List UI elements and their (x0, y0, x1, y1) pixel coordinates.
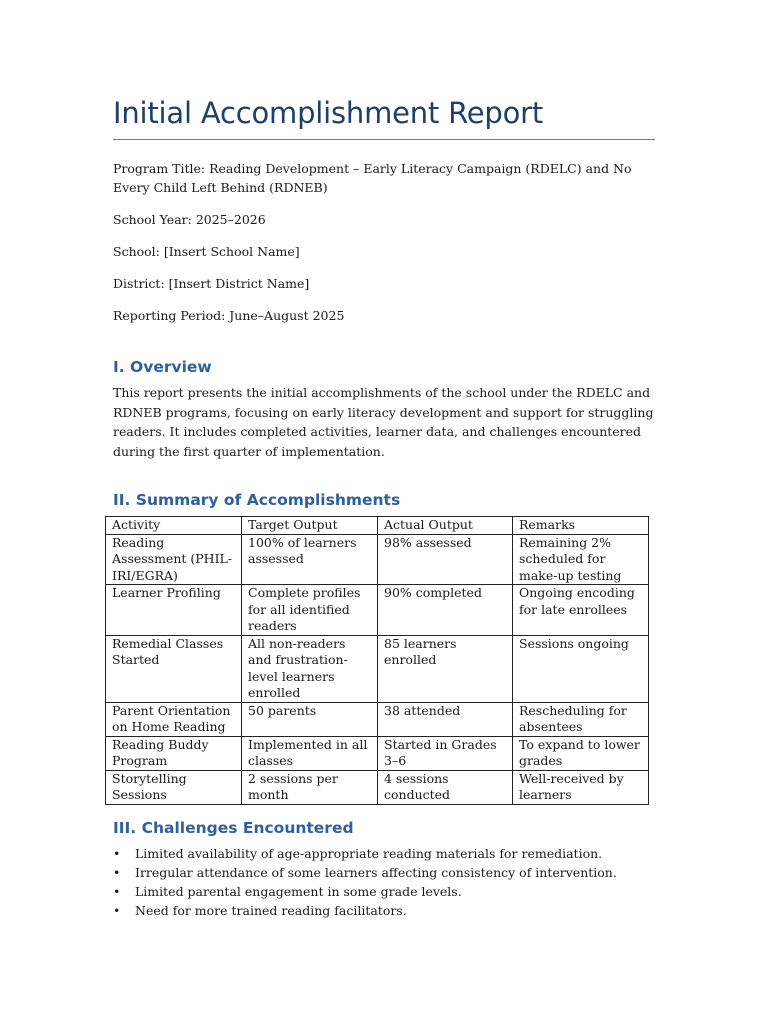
report-title: Initial Accomplishment Report (113, 96, 544, 130)
table-cell: 85 learners enrolled (378, 635, 513, 702)
bullet-icon: • (113, 884, 121, 899)
table-cell: 50 parents (242, 702, 378, 736)
table-cell: 4 sessions conducted (378, 770, 513, 804)
table-cell: Ongoing encoding for late enrollees (513, 585, 649, 636)
table-row (106, 585, 649, 636)
overview-paragraph: This report presents the initial accomplishments of the school under the RDELC and RDNEB programs, focusing on early literacy development and support for struggling readers. It includes completed activities, learner data, and challenges encountered during the first quarter of implementation. (113, 385, 654, 459)
table-cell: Implemented in all classes (242, 736, 378, 770)
table-cell: Remedial Classes Started (106, 635, 242, 702)
list-item (113, 882, 655, 901)
table-cell: Reading Buddy Program (106, 736, 242, 770)
table-cell: All non-readers and frustration-level learners enrolled (242, 635, 378, 702)
bullet-icon: • (113, 903, 121, 918)
challenges-list (113, 844, 655, 920)
table-row (106, 635, 649, 702)
table-cell: 38 attended (378, 702, 513, 736)
table-cell: 90% completed (378, 585, 513, 636)
reporting-period: Reporting Period: June–August 2025 (113, 308, 345, 323)
table-cell: 2 sessions per month (242, 770, 378, 804)
program-title: Program Title: Reading Development – Early Literacy Campaign (RDELC) and No Every Child Left Behind (RDNEB) (113, 161, 632, 195)
list-item (113, 863, 655, 882)
table-cell: 98% assessed (378, 534, 513, 585)
table-cell: To expand to lower grades (513, 736, 649, 770)
table-cell: Sessions ongoing (513, 635, 649, 702)
list-item-text: Irregular attendance of some learners affecting consistency of intervention. (135, 865, 617, 880)
list-item (113, 901, 655, 920)
table-row (106, 702, 649, 736)
table-cell: Started in Grades 3–6 (378, 736, 513, 770)
table-row (106, 770, 649, 804)
summary-heading: II. Summary of Accomplishments (113, 491, 401, 509)
table-row (106, 534, 649, 585)
table-cell: Remaining 2% scheduled for make-up testing (513, 534, 649, 585)
accomplishments-table (105, 516, 649, 805)
district-name: District: [Insert District Name] (113, 276, 310, 291)
table-cell: Complete profiles for all identified readers (242, 585, 378, 636)
header-cell: Actual Output (378, 517, 513, 535)
list-item-text: Limited availability of age-appropriate reading materials for remediation. (135, 846, 603, 861)
table-cell: 100% of learners assessed (242, 534, 378, 585)
table-cell: Storytelling Sessions (106, 770, 242, 804)
table-cell: Rescheduling for absentees (513, 702, 649, 736)
school-name: School: [Insert School Name] (113, 244, 300, 259)
school-year: School Year: 2025–2026 (113, 212, 266, 227)
header-cell: Activity (106, 517, 242, 535)
table-cell: Learner Profiling (106, 585, 242, 636)
table-cell: Well-received by learners (513, 770, 649, 804)
table-cell: Parent Orientation on Home Reading (106, 702, 242, 736)
table-cell: Reading Assessment (PHIL-IRI/EGRA) (106, 534, 242, 585)
challenges-heading: III. Challenges Encountered (113, 819, 354, 837)
list-item-text: Need for more trained reading facilitators. (135, 903, 407, 918)
title-divider (113, 139, 655, 140)
bullet-icon: • (113, 846, 121, 861)
table-header-row (106, 517, 649, 535)
header-cell: Target Output (242, 517, 378, 535)
table-row (106, 736, 649, 770)
list-item (113, 844, 655, 863)
bullet-icon: • (113, 865, 121, 880)
overview-heading: I. Overview (113, 358, 212, 376)
header-cell: Remarks (513, 517, 649, 535)
list-item-text: Limited parental engagement in some grade levels. (135, 884, 462, 899)
